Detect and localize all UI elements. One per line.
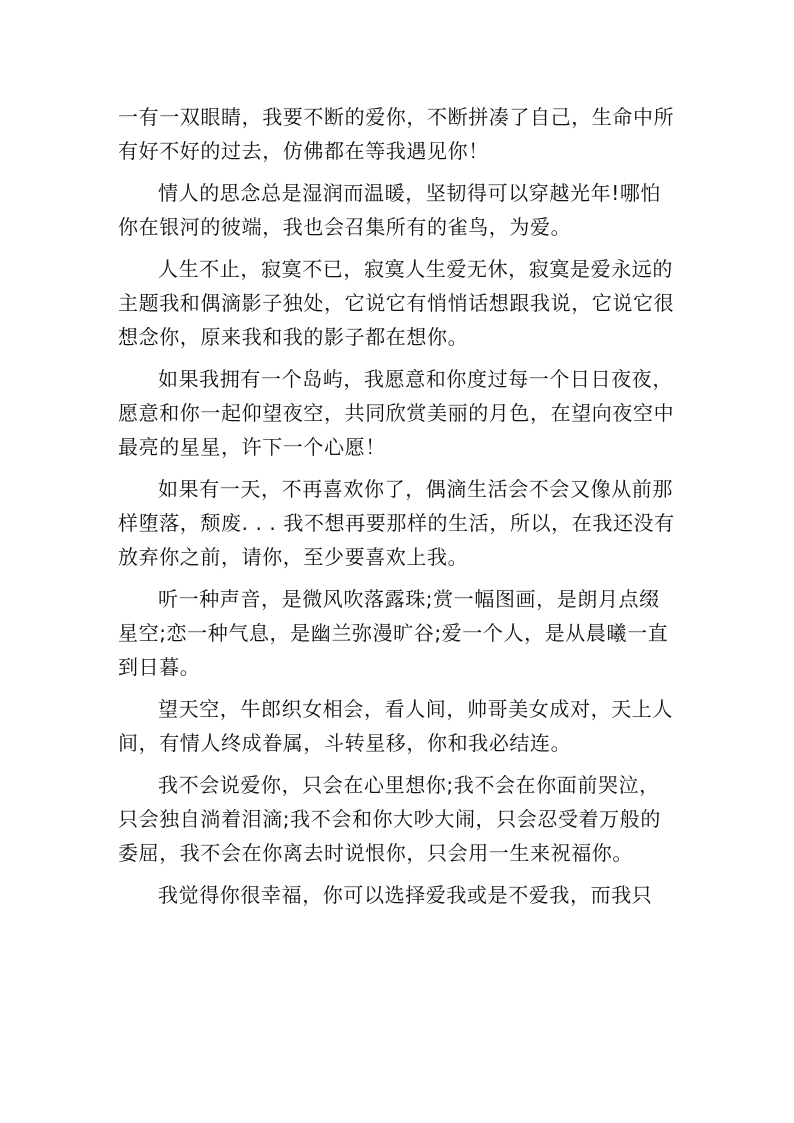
paragraph: 听一种声音，是微风吹落露珠;赏一幅图画，是朗月点缀星空;恋一种气息，是幽兰弥漫旷谷;爱一个人，是从晨曦一直到日暮。 — [118, 587, 669, 679]
paragraph: 一有一双眼睛，我要不断的爱你，不断拼凑了自己，生命中所有好不好的过去，仿佛都在等我遇见你！ — [118, 105, 675, 163]
paragraph: 我不会说爱你，只会在心里想你;我不会在你面前哭泣，只会独自淌着泪滴;我不会和你大吵大闹，只会忍受着万般的委屈，我不会在你离去时说恨你，只会用一生来祝福你。 — [118, 773, 661, 865]
paragraph: 人生不止，寂寞不已，寂寞人生爱无休，寂寞是爱永远的主题我和偶滴影子独处，它说它有悄悄话想跟我说，它说它很想念你，原来我和我的影子都在想你。 — [118, 257, 675, 349]
paragraph: 我觉得你很幸福，你可以选择爱我或是不爱我，而我只 — [158, 883, 653, 907]
paragraph: 如果有一天，不再喜欢你了，偶滴生活会不会又像从前那样堕落，颓废. . . 我不想再要那样的生活，所以，在我还没有放弃你之前，请你，至少要喜欢上我。 — [118, 477, 675, 569]
paragraph: 情人的思念总是湿润而温暖，坚韧得可以穿越光年!哪怕你在银河的彼端，我也会召集所有的雀鸟，为爱。 — [118, 181, 662, 239]
paragraph: 如果我拥有一个岛屿，我愿意和你度过每一个日日夜夜，愿意和你一起仰望夜空，共同欣赏美丽的月色，在望向夜空中最亮的星星，许下一个心愿！ — [118, 367, 675, 459]
paragraph: 望天空，牛郎织女相会，看人间，帅哥美女成对，天上人间，有情人终成眷属，斗转星移，你和我必结连。 — [118, 697, 673, 755]
document-body — [118, 100, 678, 920]
